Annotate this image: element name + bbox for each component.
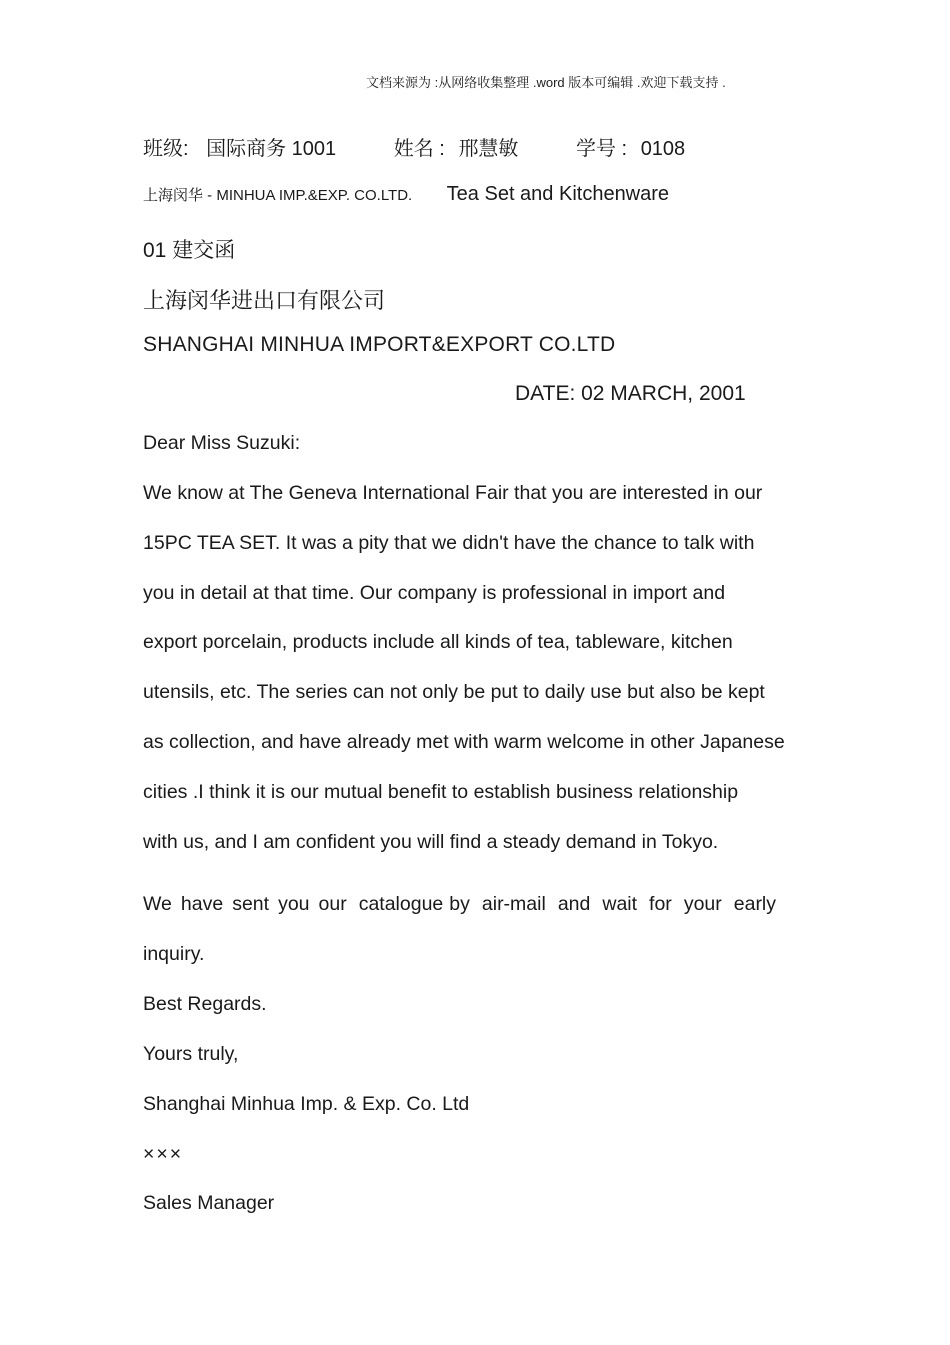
header-note: 文档来源为 :从网络收集整理 .word 版本可编辑 .欢迎下载支持 .: [366, 75, 726, 90]
letter-date: DATE: 02 MARCH, 2001: [515, 382, 746, 405]
paragraph2-word: sent: [232, 893, 270, 915]
letterhead-chinese-name: 上海闵华进出口有限公司: [143, 288, 386, 313]
signature: ×××: [143, 1143, 184, 1165]
company-line: [143, 183, 669, 206]
closing-company: Shanghai Minhua Imp. & Exp. Co. Ltd: [143, 1093, 470, 1115]
paragraph2-word: by: [449, 893, 470, 915]
closing-yours: Yours truly,: [143, 1043, 239, 1065]
paragraph2-word: you: [278, 893, 310, 915]
paragraph2-word: early: [733, 893, 777, 915]
paragraph1-line: as collection, and have already met with warm welcome in other Japanese: [143, 731, 785, 753]
closing-regards: Best Regards.: [143, 993, 267, 1015]
paragraph1-line: We know at The Geneva International Fair that you are interested in our: [143, 482, 763, 504]
paragraph2-word: catalogue: [358, 893, 444, 915]
salutation: Dear Miss Suzuki:: [143, 432, 301, 454]
class-value: 国际商务 1001: [206, 138, 337, 160]
paragraph1-line: utensils, etc. The series can not only be put to daily use but also be kept: [143, 681, 765, 703]
letterhead-english-name: SHANGHAI MINHUA IMPORT&EXPORT CO.LTD: [143, 333, 616, 356]
paragraph2-word: air-mail: [481, 893, 546, 915]
company-products: Tea Set and Kitchenware: [446, 183, 670, 205]
paragraph2-word: We: [143, 893, 172, 915]
id-label: 学号 :: [576, 138, 628, 160]
company-name-cn-prefix: 上海闵华 - MINHUA IMP.&EXP. CO.LTD.: [143, 187, 413, 204]
paragraph1-line: 15PC TEA SET. It was a pity that we didn't have the chance to talk with: [143, 532, 755, 554]
paragraph1-line: export porcelain, products include all kinds of tea, tableware, kitchen: [143, 631, 733, 653]
name-value: 邢慧敏: [458, 138, 519, 160]
paragraph2-line: inquiry.: [143, 943, 205, 965]
paragraph2-word: for: [649, 893, 672, 915]
section-title: 01 建交函: [143, 239, 236, 262]
paragraph1-line: you in detail at that time. Our company is professional in import and: [143, 582, 726, 604]
id-value: 0108: [640, 138, 686, 160]
paragraph2-word: our: [318, 893, 347, 915]
paragraph2-word: wait: [602, 893, 638, 915]
signer-title: Sales Manager: [143, 1192, 275, 1214]
paragraph2-word: your: [683, 893, 722, 915]
paragraph2-word: have: [180, 893, 224, 915]
paragraph1-line: cities .I think it is our mutual benefit to establish business relationship: [143, 781, 739, 803]
name-label: 姓名 :: [393, 138, 445, 160]
student-info: [143, 132, 685, 161]
paragraph1-line: with us, and I am confident you will find a steady demand in Tokyo.: [143, 831, 719, 853]
paragraph2-line: [143, 893, 776, 916]
paragraph2-word: and: [557, 893, 591, 915]
class-label: 班级:: [143, 138, 189, 160]
